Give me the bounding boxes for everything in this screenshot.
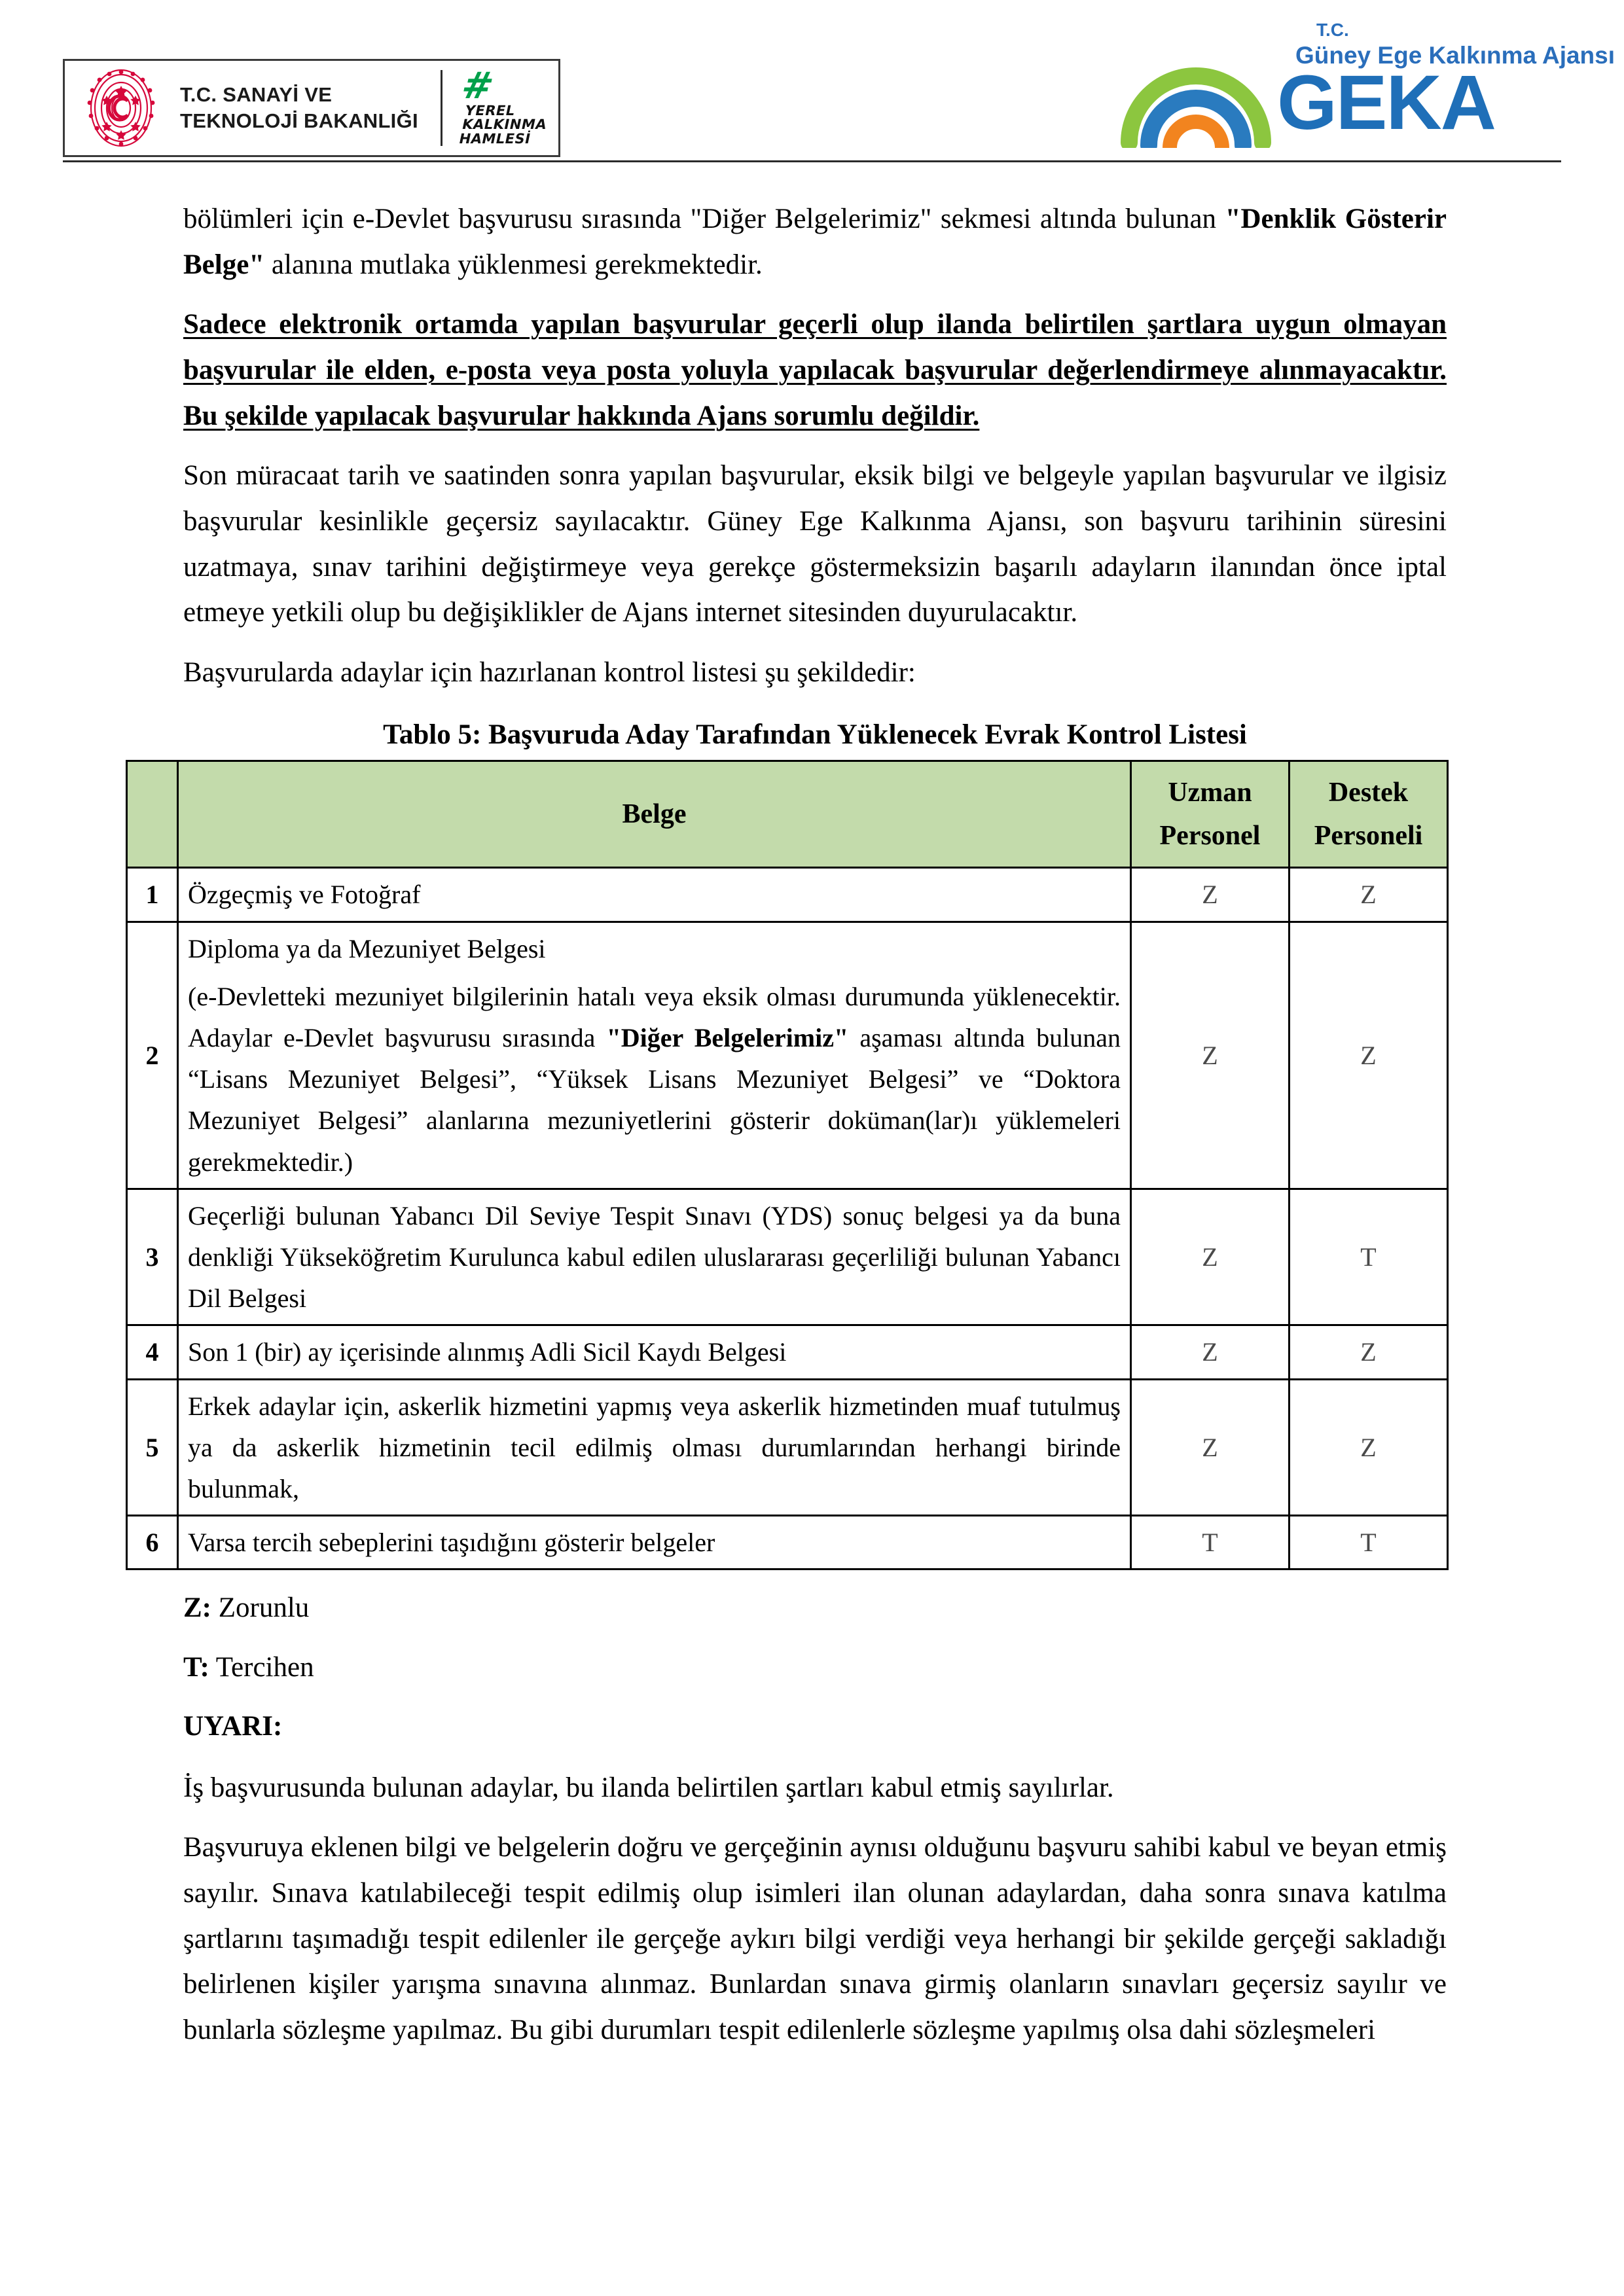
row-number: 1 xyxy=(127,868,178,922)
row-uzman-mark: T xyxy=(1131,1516,1290,1570)
row-document-post-bold: aşaması altında bulunan “Lisans Mezuniyet Belgesi”, “Yüksek Lisans Mezuniyet Belgesi” ve “Doktora Mezuniyet Belgesi” alanlarına mezuniyetlerini gösterir doküman(lar)ı yüklemeleri gerekmektedir.) xyxy=(188,1023,1121,1177)
table-row xyxy=(127,1189,1448,1325)
paragraph-elektronik-basvuru: Sadece elektronik ortamda yapılan başvurular geçerli olup ilanda belirtilen şartlara uygun olmayan başvurular ile elden, e-posta veya posta yoluyla yapılacak başvurular değerlendirmeye alınmayacaktır. Bu şekilde yapılacak başvurular hakkında Ajans sorumlu değildir. xyxy=(183,309,1447,431)
table-header-row xyxy=(127,761,1448,868)
logo-separator-divider xyxy=(441,70,442,146)
row-number: 2 xyxy=(127,922,178,1189)
table-row xyxy=(127,922,1448,1189)
row-document-line1: Diploma ya da Mezuniyet Belgesi xyxy=(188,933,546,963)
warning-heading xyxy=(183,1706,1447,1748)
ministry-name-label: T.C. SANAYİ VE TEKNOLOJİ BAKANLIĞI xyxy=(180,83,418,132)
row-destek-mark: T xyxy=(1290,1516,1448,1570)
row-number: 6 xyxy=(127,1516,178,1570)
campaign-name-label: YEREL KALKINMA HAMLESİ xyxy=(457,102,549,147)
paragraph-son-muracaat: Son müracaat tarih ve saatinden sonra yapılan başvurular, eksik bilgi ve belgeyle yapılan başvurular ve ilgisiz başvurular kesinlikle geçersiz sayılacaktır. Güney Ege Kalkınma Ajansı, son başvuru tarihinin süresini uzatmaya, sınav tarihini değiştirmeye veya gerekçe göstermeksizin başarılı adayların ilanından önce iptal etmeye yetkili olup bu değişiklikler de Ajans internet sitesinden duyurulacaktır. xyxy=(183,460,1447,628)
legend-z-text: Zorunlu xyxy=(211,1592,310,1624)
row-document: Özgeçmiş ve Fotoğraf xyxy=(178,868,1131,922)
table-row xyxy=(127,868,1448,922)
row-document: Erkek adaylar için, askerlik hizmetini yapmış veya askerlik hizmetinden muaf tutulmuş ya da askerlik hizmetinin tecil edilmiş olması durumlarından herhangi birinde bulunmak, xyxy=(178,1379,1131,1516)
ministry-logo-box xyxy=(63,59,560,157)
geka-agency-logo xyxy=(1120,18,1615,146)
row-uzman-mark: Z xyxy=(1131,922,1290,1189)
header-divider xyxy=(63,160,1561,162)
document-header xyxy=(0,0,1624,170)
table-row xyxy=(127,1516,1448,1570)
paragraph-denklik-part1: bölümleri için e-Devlet başvurusu sırasında "Diğer Belgelerimiz" sekmesi altında bulunan xyxy=(183,204,1225,234)
legend-z-label: Z: xyxy=(183,1592,211,1624)
row-uzman-mark: Z xyxy=(1131,1189,1290,1325)
column-header-belge: Belge xyxy=(178,761,1131,868)
turkish-ministry-emblem-icon xyxy=(79,66,163,150)
column-header-no xyxy=(127,761,178,868)
row-number: 5 xyxy=(127,1379,178,1516)
yerel-kalkinma-hamlesi-logo xyxy=(457,65,549,147)
legend-tercihen xyxy=(183,1647,1447,1689)
row-uzman-mark: Z xyxy=(1131,1379,1290,1516)
table-row xyxy=(127,1325,1448,1379)
legend-t-label: T: xyxy=(183,1651,209,1683)
row-number: 4 xyxy=(127,1325,178,1379)
geka-tc-label: T.C. xyxy=(1316,20,1349,40)
paragraph-kontrol-listesi: Başvurularda adaylar için hazırlanan kontrol listesi şu şekildedir: xyxy=(183,656,916,688)
row-document-line2 xyxy=(188,976,1121,1183)
table-caption: Tablo 5: Başvuruda Aday Tarafından Yüklenecek Evrak Kontrol Listesi xyxy=(383,719,1247,750)
paragraph-denklik-part2: alanına mutlaka yüklenmesi gerekmektedir. xyxy=(264,249,763,280)
legend-zorunlu xyxy=(183,1587,1447,1630)
row-destek-mark: T xyxy=(1290,1189,1448,1325)
paragraph-is-basvurusu: İş başvurusunda bulunan adaylar, bu ilanda belirtilen şartları kabul etmiş sayılırlar. xyxy=(183,1772,1114,1803)
geka-wordmark-label: GEKA xyxy=(1277,60,1495,146)
row-destek-mark: Z xyxy=(1290,922,1448,1189)
row-uzman-mark: Z xyxy=(1131,1325,1290,1379)
row-document: Geçerliği bulunan Yabancı Dil Seviye Tespit Sınavı (YDS) sonuç belgesi ya da buna denkliği Yükseköğretim Kurulunca kabul edilen uluslararası geçerliliği bulunan Yabancı Dil Belgesi xyxy=(178,1189,1131,1325)
row-destek-mark: Z xyxy=(1290,1379,1448,1516)
row-document: Son 1 (bir) ay içerisinde alınmış Adli Sicil Kaydı Belgesi xyxy=(178,1325,1131,1379)
table-row xyxy=(127,1379,1448,1516)
document-content xyxy=(145,196,1447,2053)
paragraph-denklik-bold: "Denklik Gösterir Belge" xyxy=(183,204,1447,280)
row-document-bold: "Diğer Belgelerimiz" xyxy=(606,1023,849,1053)
column-header-uzman-personel: Uzman Personel xyxy=(1131,761,1290,868)
legend-t-text: Tercihen xyxy=(209,1651,314,1683)
row-document xyxy=(178,922,1131,1189)
paragraph-basvuruya-eklenen: Başvuruya eklenen bilgi ve belgelerin doğru ve gerçeğinin aynısı olduğunu başvuru sahibi kabul ve beyan etmiş sayılır. Sınava katılabileceği tespit edilmiş olup isimleri ilan olunan adaylardan, daha sonra sınava katılma şartlarını taşımadığı tespit edilenler ile gerçeğe aykırı bilgi verdiği veya herhangi bir şekilde gerçeği sakladığı belirlenen kişiler yarışma sınavına alınmaz. Bunlardan sınava girmiş olanların sınavları geçersiz sayılır ve bunlarla sözleşme yapılmaz. Bu gibi durumları tespit edilenlerle sözleşme yapılmış olsa dahi sözleşmeleri xyxy=(183,1832,1447,2046)
table-legend xyxy=(183,1587,1447,1748)
row-destek-mark: Z xyxy=(1290,1325,1448,1379)
row-uzman-mark: Z xyxy=(1131,868,1290,922)
warning-label: UYARI: xyxy=(183,1711,283,1742)
geka-arcs-icon xyxy=(1120,50,1303,148)
geka-subtitle-label: Güney Ege Kalkınma Ajansı xyxy=(1295,42,1615,69)
paragraph-denklik xyxy=(183,196,1447,287)
row-destek-mark: Z xyxy=(1290,868,1448,922)
row-document-pre-bold: (e-Devletteki mezuniyet bilgilerinin hatalı veya eksik olması durumunda yüklenecektir. Adaylar e-Devlet başvurusu sırasında xyxy=(188,981,1121,1053)
column-header-destek-personeli: Destek Personeli xyxy=(1290,761,1448,868)
row-document: Varsa tercih sebeplerini taşıdığını gösterir belgeler xyxy=(178,1516,1131,1570)
evrak-kontrol-listesi-table xyxy=(126,760,1449,1571)
hashtag-icon: # xyxy=(458,65,496,108)
row-number: 3 xyxy=(127,1189,178,1325)
